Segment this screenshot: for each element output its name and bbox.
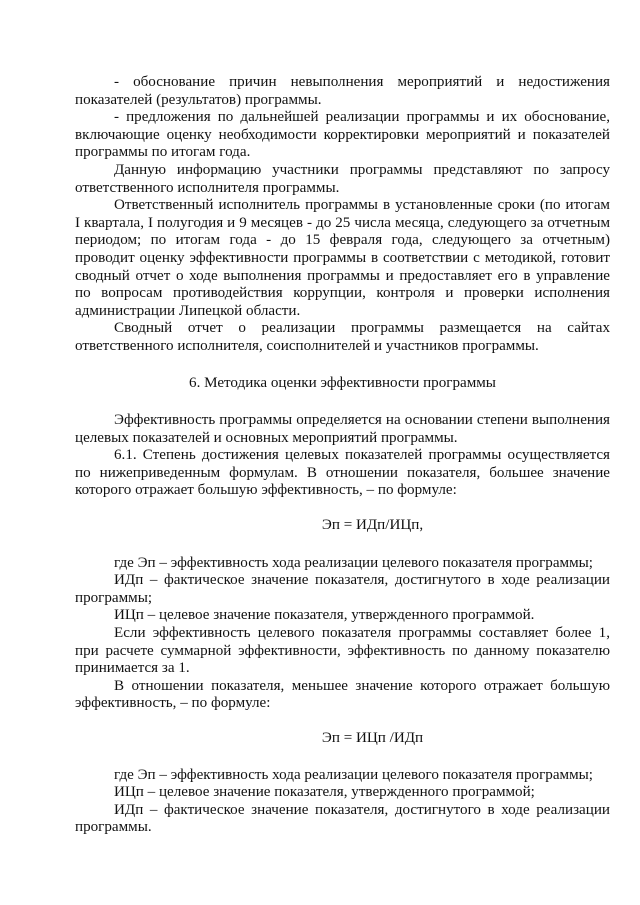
paragraph: Сводный отчет о реализации программы размещается на сайтах ответственного исполнителя, соисполнителей и участников программы. [75,320,610,354]
paragraph: - обоснование причин невыполнения мероприятий и недостижения показателей (результатов) программы. [75,74,610,108]
paragraph: ИДп – фактическое значение показателя, достигнутого в ходе реализации программы; [75,572,610,606]
paragraph: ИЦп – целевое значение показателя, утвержденного программой. [114,607,535,624]
paragraph: 6.1. Степень достижения целевых показателей программы осуществляется по нижеприведенным формулам. В отношении показателя, большее значение которого отражает большую эффективность, – по формуле: [75,447,610,499]
paragraph: ИДп – фактическое значение показателя, достигнутого в ходе реализации программы. [75,801,610,836]
paragraph: Данную информацию участники программы представляют по запросу ответственного исполнителя программы. [75,161,610,196]
document-body [75,74,610,837]
formula-inverse: Эп = ИЦп /ИДп [321,730,424,746]
paragraph: где Эп – эффективность хода реализации целевого показателя программы; [114,766,593,783]
paragraph: где Эп – эффективность хода реализации целевого показателя программы; [114,554,593,571]
formula-direct: Эп = ИДп/ИЦп, [321,517,424,534]
paragraph: В отношении показателя, меньшее значение которого отражает большую эффективность, – по формуле: [75,677,610,712]
paragraph: Эффективность программы определяется на основании степени выполнения целевых показателей и основных мероприятий программы. [75,412,610,446]
paragraph: Ответственный исполнитель программы в установленные сроки (по итогам I квартала, I полугодия и 9 месяцев - до 25 числа месяца, следующего за отчетным периодом; по итогам года - до 15 февраля года, следующего за отчетным) проводит оценку эффективности программы в соответствии с методикой, готовит сводный отчет о ходе выполнения программы и предоставляет его в управление по вопросам противодействия коррупции, контроля и проверки исполнения администрации Липецкой области. [75,197,610,319]
paragraph: Если эффективность целевого показателя программы составляет более 1, при расчете суммарной эффективности, эффективность по данному показателю принимается за 1. [75,625,610,677]
paragraph: - предложения по дальнейшей реализации программы и их обоснование, включающие оценку необходимости корректировки мероприятий и показателей программы по итогам года. [75,109,610,161]
paragraph: ИЦп – целевое значение показателя, утвержденного программой; [114,784,535,801]
section-heading: 6. Методика оценки эффективности программы [189,374,496,391]
